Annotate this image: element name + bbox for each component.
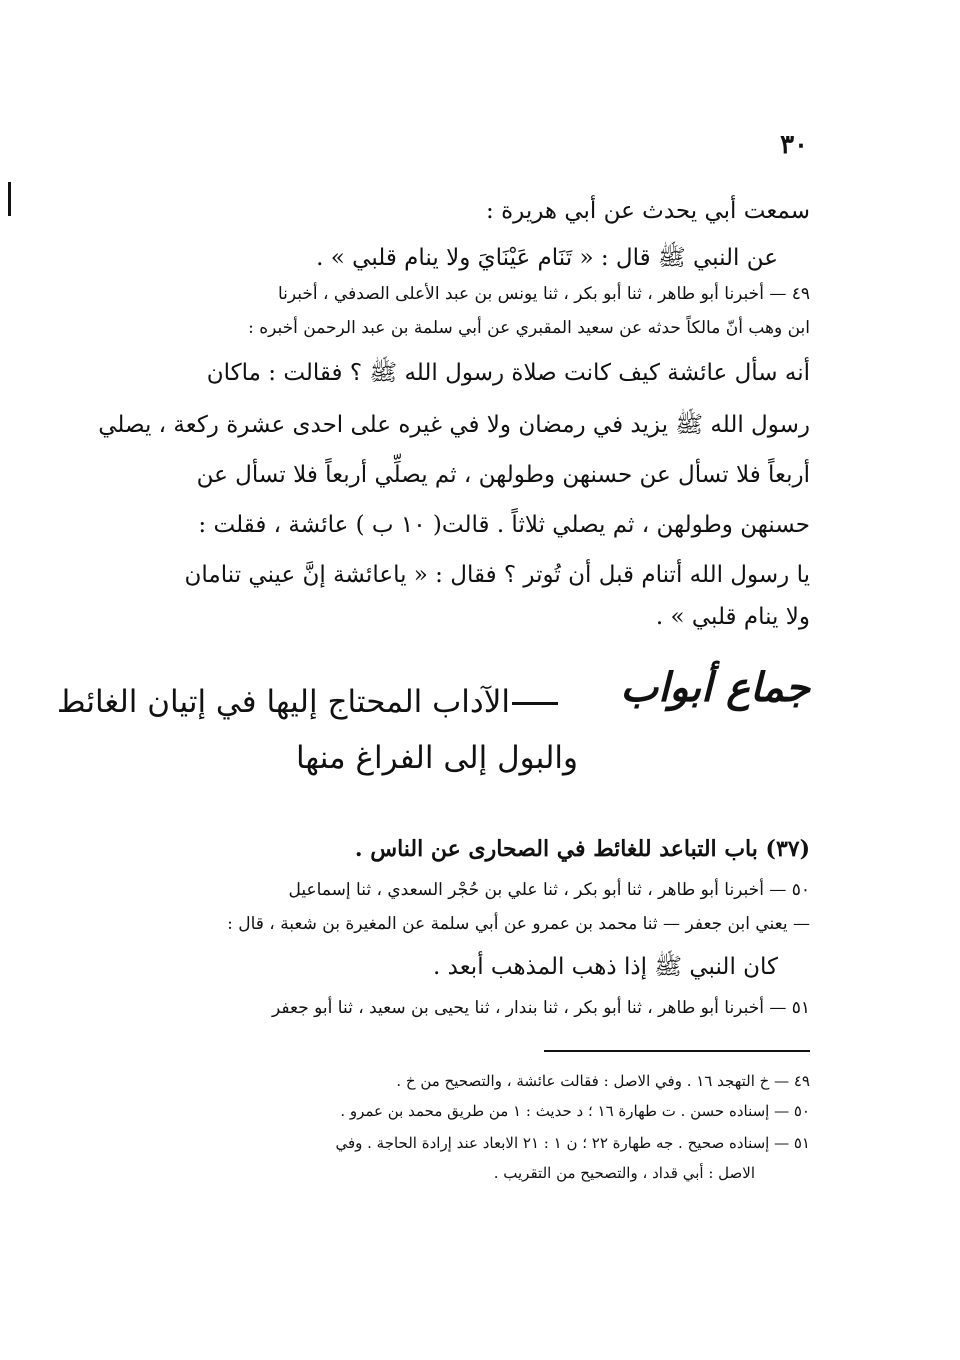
text-line-9: يا رسول الله أتنام قبل أن تُوتر ؟ فقال : « ياعائشة إنَّ عيني تنامان xyxy=(184,562,810,588)
section-title: (٣٧) باب التباعد للغائط في الصحارى عن الناس . xyxy=(354,836,810,862)
hadith-49-isnad-1: ٤٩ — أخبرنا أبو طاهر ، ثنا أبو بكر ، ثنا يونس بن عبد الأعلى الصدفي ، أخبرنا xyxy=(277,284,810,304)
text-line-2: عن النبي ﷺ قال : « تَنَام عَيْنَايَ ولا ينام قلبي » . xyxy=(316,245,778,271)
text-line-6: رسول الله ﷺ يزيد في رمضان ولا في غيره على احدى عشرة ركعة ، يصلي xyxy=(98,412,810,438)
text-line-1: سمعت أبي يحدث عن أبي هريرة : xyxy=(486,198,810,224)
page-number: ٣٠ xyxy=(780,130,808,160)
hadith-50-isnad-1: ٥٠ — أخبرنا أبو طاهر ، ثنا أبو بكر ، ثنا علي بن حُجْر السعدي ، ثنا إسماعيل xyxy=(288,880,810,900)
footnote-51: ٥١ — إسناده صحيح . جه طهارة ٢٢ ؛ ن ١ : ٢١ الابعاد عند إرادة الحاجة . وفي xyxy=(335,1134,810,1152)
chapter-title-line-2: والبول إلى الفراغ منها xyxy=(295,740,578,776)
scan-edge-mark xyxy=(8,182,11,216)
chapter-title-line-1: الآداب المحتاج إليها في إتيان الغائط xyxy=(56,684,510,720)
hadith-50-isnad-2: — يعني ابن جعفر — ثنا محمد بن عمرو عن أبي سلمة عن المغيرة بن شعبة ، قال : xyxy=(227,914,810,934)
text-line-7: أربعاً فلا تسأل عن حسنهن وطولهن ، ثم يصلِّي أربعاً فلا تسأل عن xyxy=(196,462,810,488)
text-line-8: حسنهن وطولهن ، ثم يصلي ثلاثاً . قالت( ١٠ ب ) عائشة ، فقلت : xyxy=(198,512,810,538)
hadith-49-isnad-2: ابن وهب أنّ مالكاً حدثه عن سعيد المقبري عن أبي سلمة بن عبد الرحمن أخبره : xyxy=(248,318,810,338)
text-line-10: ولا ينام قلبي » . xyxy=(655,604,810,630)
heading-flourish xyxy=(512,702,558,705)
text-line-5: أنه سأل عائشة كيف كانت صلاة رسول الله ﷺ ؟ فقالت : ماكان xyxy=(206,360,810,386)
chapter-heading-jima: جماع أبواب xyxy=(620,664,810,711)
footnote-49: ٤٩ — خ التهجد ١٦ . وفي الاصل : فقالت عائشة ، والتصحيح من خ . xyxy=(396,1072,810,1090)
footnote-51-continued: الاصل : أبي قداد ، والتصحيح من التقريب . xyxy=(493,1164,755,1182)
footnote-rule xyxy=(544,1050,810,1052)
footnote-50: ٥٠ — إسناده حسن . ت طهارة ١٦ ؛ د حديث : ١ من طريق محمد بن عمرو . xyxy=(340,1102,810,1120)
hadith-51-isnad: ٥١ — أخبرنا أبو طاهر ، ثنا أبو بكر ، ثنا بندار ، ثنا يحيى بن سعيد ، ثنا أبو جعفر xyxy=(272,998,810,1018)
hadith-50-matn: كان النبي ﷺ إذا ذهب المذهب أبعد . xyxy=(433,954,778,980)
